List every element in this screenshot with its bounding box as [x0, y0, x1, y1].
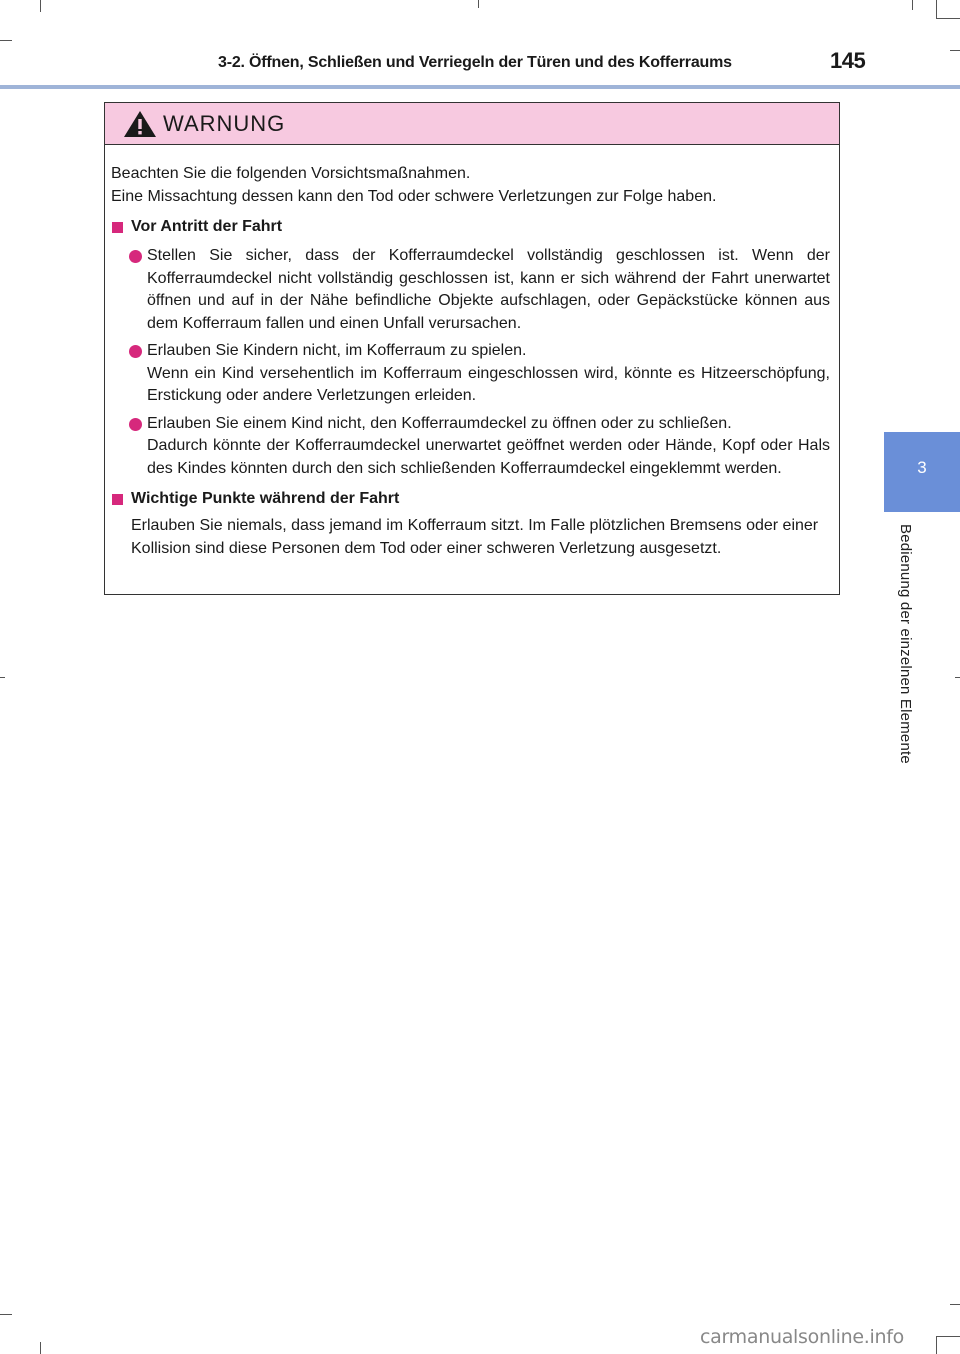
- circle-bullet-icon: [129, 418, 142, 431]
- warning-header: [105, 103, 839, 145]
- bullet-text: Dadurch könnte der Kofferraumdeckel unerwartet geöffnet werden oder Hände, Kopf oder Hals des Kindes könnten durch den sich schließenden Kofferraumdeckel eingeklemmt werden.: [147, 437, 830, 477]
- section-text: Erlauben Sie niemals, dass jemand im Kofferraum sitzt. Im Falle plötzlichen Bremsens oder einer Kollision sind diese Personen dem Tod oder einer schweren Verletzung ausgesetzt.: [131, 517, 819, 557]
- warning-title: WARNUNG: [163, 110, 286, 136]
- crop-mark: [0, 677, 5, 678]
- header-rule: [0, 85, 960, 89]
- warning-box: [104, 102, 840, 595]
- circle-bullet-icon: [129, 250, 142, 263]
- list-item: [111, 340, 830, 408]
- chapter-tab-number: 3: [917, 458, 927, 477]
- section-heading-text: Vor Antritt der Fahrt: [131, 217, 283, 235]
- crop-mark: [950, 50, 960, 51]
- crop-mark: [936, 1336, 960, 1337]
- crop-mark: [40, 0, 41, 12]
- warning-intro: [111, 163, 830, 208]
- warning-body: [105, 145, 839, 560]
- section-heading: [111, 214, 830, 240]
- crop-mark: [950, 1304, 960, 1305]
- crop-mark: [0, 1314, 12, 1315]
- crop-mark: [912, 0, 913, 10]
- bullet-text: Stellen Sie sicher, dass der Kofferraumdeckel vollständig geschlossen ist. Wenn der Kofferraumdeckel nicht vollständig geschlossen ist, kann er sich während der Fahrt unerwartet öffnen und auf in der Nähe befindliche Objekte aufschlagen, oder Gepäckstücke können aus dem Kofferraum fallen und einen Unfall verursachen.: [147, 247, 830, 332]
- crop-mark: [955, 677, 960, 678]
- crop-mark: [478, 0, 479, 8]
- crop-mark: [0, 40, 12, 41]
- chapter-tab-label: Bedienung der einzelnen Elemente: [897, 524, 914, 764]
- section-while-driving: [111, 486, 830, 560]
- list-item: [111, 245, 830, 335]
- list-item: [111, 413, 830, 481]
- crop-mark: [936, 0, 937, 18]
- crop-mark: [40, 1342, 41, 1354]
- section-heading-text: Wichtige Punkte während der Fahrt: [131, 489, 400, 507]
- square-bullet-icon: [112, 222, 123, 233]
- chapter-title: 3-2. Öffnen, Schließen und Verriegeln der Türen und des Kofferraums: [218, 54, 732, 71]
- intro-line: Eine Missachtung dessen kann den Tod oder schwere Verletzungen zur Folge haben.: [111, 187, 717, 205]
- crop-mark: [936, 1336, 937, 1354]
- circle-bullet-icon: [129, 345, 142, 358]
- section-before-driving: [111, 214, 830, 480]
- watermark: carmanualsonline.info: [700, 1326, 904, 1348]
- warning-triangle-icon: [123, 110, 157, 138]
- square-bullet-icon: [112, 494, 123, 505]
- section-heading: [111, 486, 830, 512]
- crop-mark: [936, 18, 960, 19]
- page-number: 145: [830, 48, 866, 73]
- bullet-text: Erlauben Sie Kindern nicht, im Kofferraum zu spielen.: [147, 342, 527, 359]
- chapter-tab[interactable]: [884, 432, 960, 512]
- bullet-text: Erlauben Sie einem Kind nicht, den Kofferraumdeckel zu öffnen oder zu schließen.: [147, 414, 732, 432]
- bullet-text: Wenn ein Kind versehentlich im Kofferraum eingeschlossen wird, könnte es Hitzeerschöpfung, Erstickung oder andere Verletzungen erleiden.: [147, 364, 830, 404]
- intro-line: Beachten Sie die folgenden Vorsichtsmaßnahmen.: [111, 165, 471, 182]
